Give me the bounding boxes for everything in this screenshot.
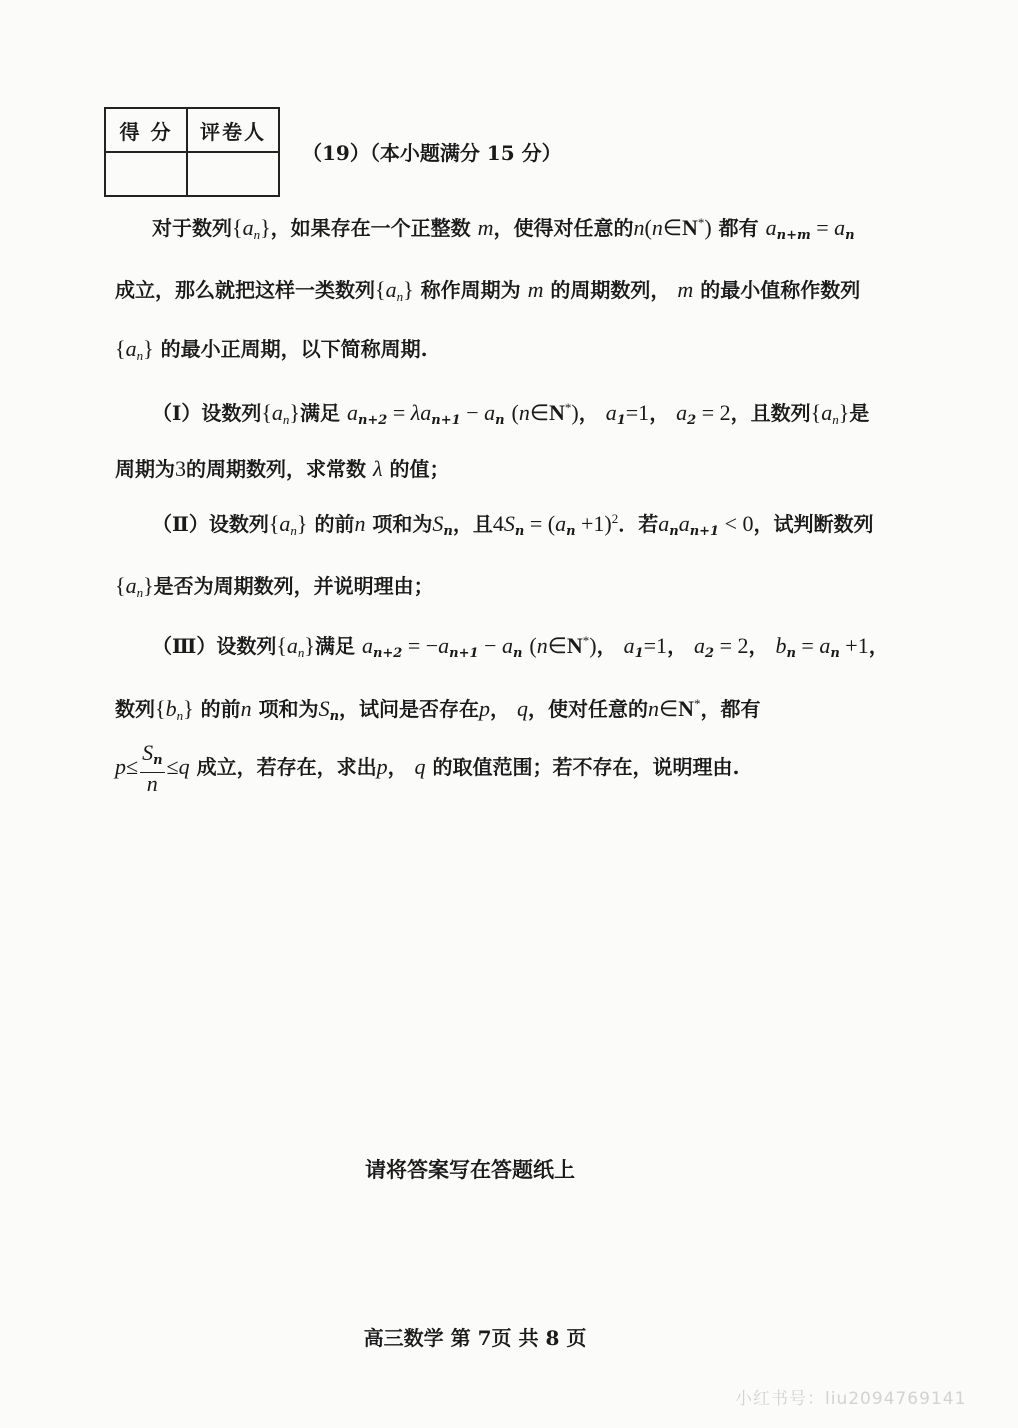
watermark: 小红书号：liu2094769141 xyxy=(735,1389,967,1409)
intro-line-1: 对于数列$\{a_n\}$，如果存在一个正整数 m，使得对任意的n(n∈N*) 都有 $a_{n+m} = a_n$ xyxy=(152,215,855,243)
part3-line-3: p≤ $\frac{S_n}{n}$ ≤q 成立，若存在，求出p， q 的取值范围；若不存在，说明理由. xyxy=(115,740,740,796)
part3-line-1: （Ⅲ）设数列$\{a_n\}$满足 $a_{n+2} = -a_{n+1} - a_n$ (n∈N*)， $a_1=1$， $a_2 = 2$， $b_n = a_n +1$， xyxy=(152,633,889,661)
part1-line-1: （Ⅰ）设数列$\{a_n\}$满足 $a_{n+2} = \lambda a_{n+1} - a_n$ (n∈N*)， $a_1=1$， $a_2 = 2$，且数列$\{a_n\}$是 xyxy=(152,400,870,428)
part1-line-2: 周期为3的周期数列，求常数 λ 的值； xyxy=(115,456,450,481)
part2-line-2: $\{a_n\}$是否为周期数列，并说明理由； xyxy=(115,573,434,600)
page-number: 高三数学 第 7页 共 8 页 xyxy=(363,1326,587,1350)
question-heading: （19）（本小题满分 15 分） xyxy=(302,141,562,165)
score-box xyxy=(104,107,280,197)
score-label: 得 分 xyxy=(105,108,187,152)
sn-over-n-fraction: $\frac{S_n}{n}$ xyxy=(142,740,163,796)
intro-line-3: $\{a_n\}$ 的最小正周期，以下简称周期. xyxy=(115,336,428,363)
score-cell xyxy=(105,152,187,196)
part3-line-2: 数列$\{b_n\}$ 的前n 项和为$S_n$，试问是否存在p， q，使对任意的n∈N*，都有 xyxy=(115,696,761,724)
intro-line-2: 成立，那么就把这样一类数列$\{a_n\}$ 称作周期为 m 的周期数列， m 的最小值称作数列 xyxy=(115,277,861,304)
part2-line-1: （Ⅱ）设数列$\{a_n\}$ 的前n 项和为$S_n$，且$4S_n = (a_n +1)^2$．若$a_na_{n+1} < 0$，试判断数列 xyxy=(152,511,874,539)
answer-sheet-note: 请将答案写在答题纸上 xyxy=(365,1157,575,1182)
grader-cell xyxy=(187,152,279,196)
grader-label: 评卷人 xyxy=(187,108,279,152)
